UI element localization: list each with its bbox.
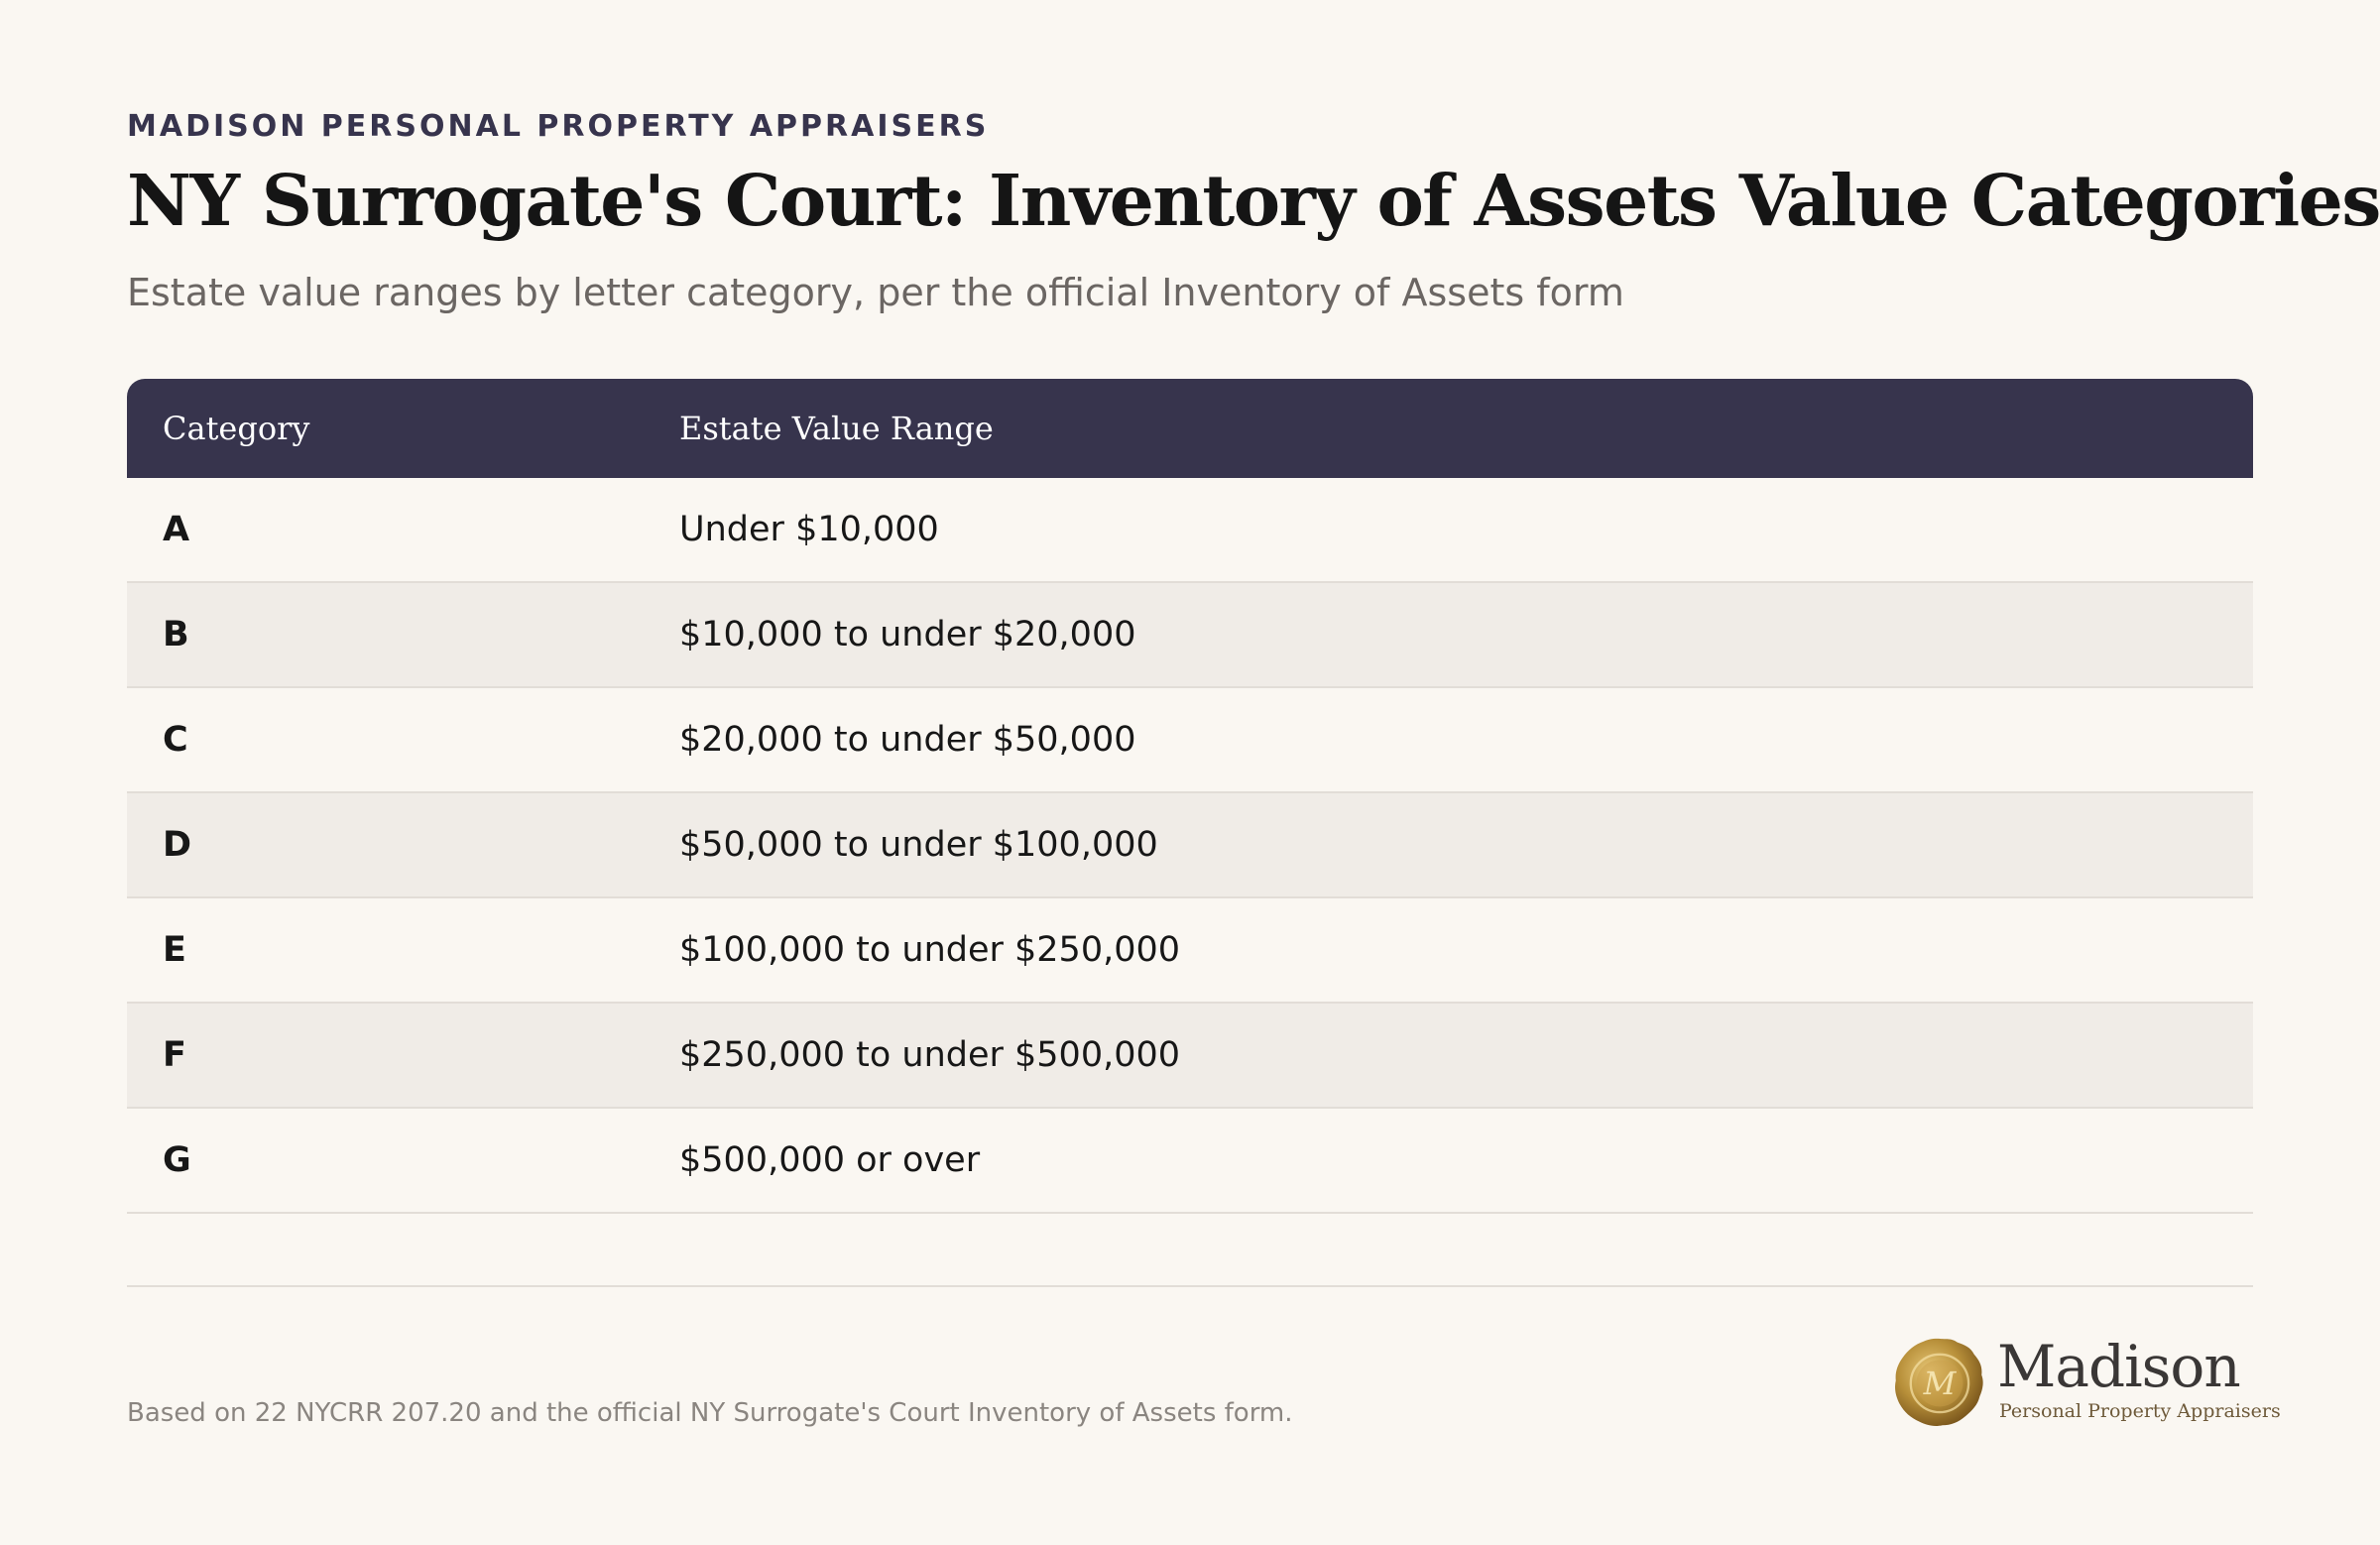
table-row: [127, 1109, 2253, 1214]
table-row: [127, 688, 2253, 793]
page-subtitle: Estate value ranges by letter category, per the official Inventory of Assets form: [127, 271, 1624, 314]
table-row: [127, 793, 2253, 898]
table-row: [127, 478, 2253, 583]
value-categories-table: [127, 379, 2253, 1214]
madison-logo: [1892, 1333, 2281, 1432]
logo-tagline: Personal Property Appraisers: [1999, 1400, 2281, 1422]
range-cell: $250,000 to under $500,000: [679, 1035, 1181, 1075]
range-cell: $500,000 or over: [679, 1140, 981, 1180]
source-footnote: Based on 22 NYCRR 207.20 and the official NY Surrogate's Court Inventory of Assets form.: [127, 1398, 1293, 1428]
table-body: [127, 478, 2253, 1214]
range-cell: $10,000 to under $20,000: [679, 615, 1136, 654]
range-cell: $20,000 to under $50,000: [679, 720, 1136, 760]
table-header: [127, 379, 2253, 478]
table-row: [127, 1004, 2253, 1109]
table-row: [127, 583, 2253, 688]
wax-seal-icon: [1892, 1336, 1985, 1429]
category-cell: F: [163, 1035, 186, 1075]
category-cell: G: [163, 1140, 191, 1180]
page-title: NY Surrogate's Court: Inventory of Assets Value Categories: [127, 159, 2380, 242]
footer-divider: [127, 1285, 2253, 1287]
logo-wordmark: Madison: [1997, 1333, 2240, 1400]
category-cell: C: [163, 720, 188, 760]
column-header-range: Estate Value Range: [679, 410, 994, 447]
range-cell: $100,000 to under $250,000: [679, 930, 1181, 970]
column-header-category: Category: [163, 410, 310, 447]
range-cell: Under $10,000: [679, 510, 939, 549]
category-cell: D: [163, 825, 192, 865]
seal-monogram: M: [1923, 1365, 1957, 1403]
brand-eyebrow: MADISON PERSONAL PROPERTY APPRAISERS: [127, 109, 990, 144]
category-cell: A: [163, 510, 190, 549]
table-row: [127, 898, 2253, 1004]
category-cell: B: [163, 615, 189, 654]
range-cell: $50,000 to under $100,000: [679, 825, 1158, 865]
category-cell: E: [163, 930, 186, 970]
